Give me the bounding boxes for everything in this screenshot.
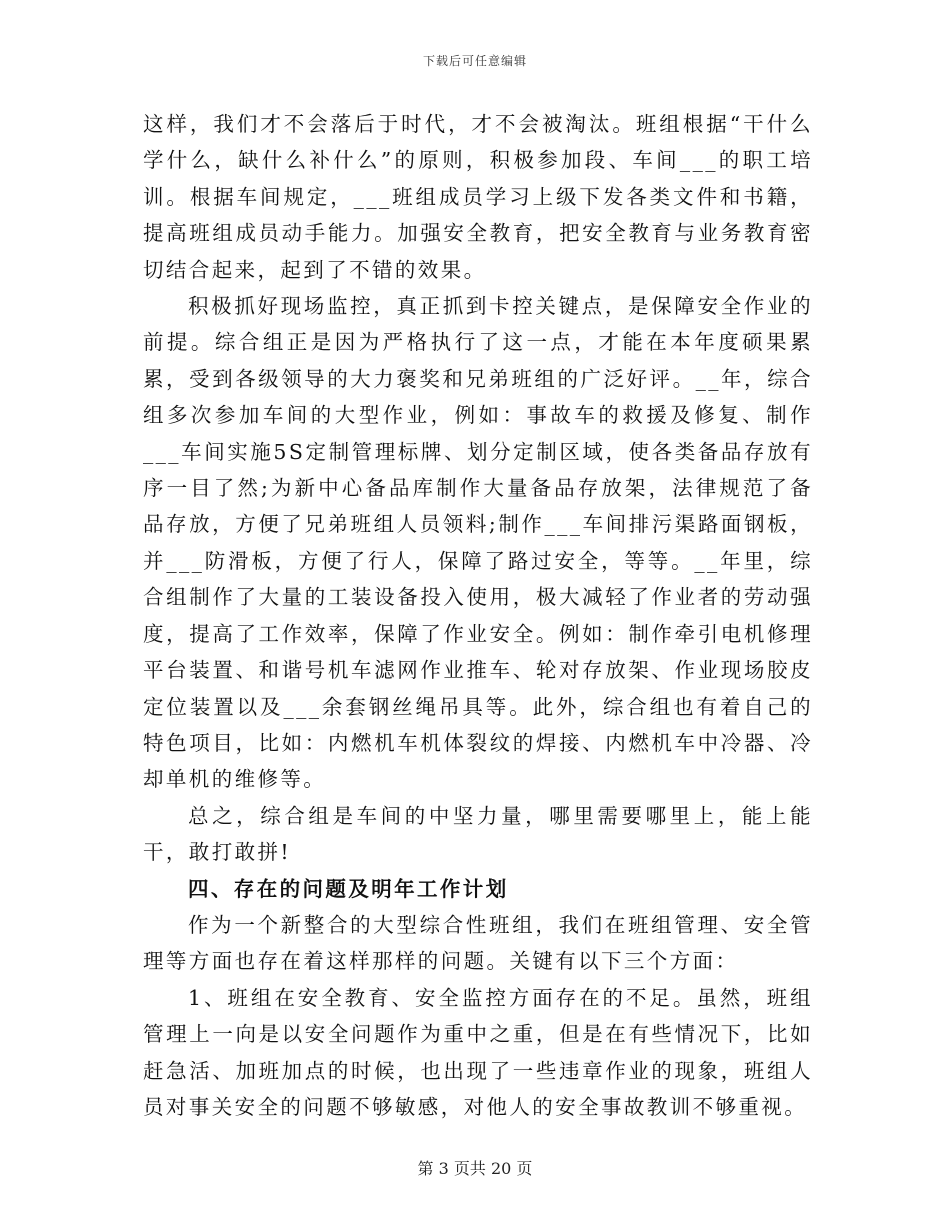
document-body [143,106,813,1125]
paragraph-problem-1: 1、班组在安全教育、安全监控方面存在的不足。虽然，班组管理上一向是以安全问题作为重中之重，但是在有些情况下，比如赶急活、加班加点的时候，也出现了一些违章作业的现象，班组人员对事关安全的问题不够敏感，对他人的安全事故教训不够重视。 [143,985,813,1119]
paragraph-continuation: 这样，我们才不会落后于时代，才不会被淘汰。班组根据“干什么学什么，缺什么补什么”的原则，积极参加段、车间___的职工培训。根据车间规定，___班组成员学习上级下发各类文件和书籍，提高班组成员动手能力。加强安全教育，把安全教育与业务教育密切结合起来，起到了不错的效果。 [143,112,813,282]
page-header: 下载后可任意编辑 [422,54,527,68]
paragraph-summary: 总之，综合组是车间的中坚力量，哪里需要哪里上，能上能干，敢打敢拼! [143,803,813,865]
paragraph-site-monitoring: 积极抓好现场监控，真正抓到卡控关键点，是保障安全作业的前提。综合组正是因为严格执行了这一点，才能在本年度硕果累累，受到各级领导的大力褒奖和兄弟班组的广泛好评。__年，综合组多次参加车间的大型作业，例如：事故车的救援及修复、制作___车间实施5S定制管理标牌、划分定制区域，使各类备品存放有序一目了然;为新中心备品库制作大量备品存放架，法律规范了备品存放，方便了兄弟班组人员领料;制作___车间排污渠路面钢板，并___防滑板，方便了行人，保障了路过安全，等等。__年里，综合组制作了大量的工装设备投入使用，极大减轻了作业者的劳动强度，提高了工作效率，保障了作业安全。例如：制作牵引电机修理平台装置、和谐号机车滤网作业推车、轮对存放架、作业现场胶皮定位装置以及___余套钢丝绳吊具等。此外，综合组也有着自己的特色项目，比如：内燃机车机体裂纹的焊接、内燃机车中冷器、冷却单机的维修等。 [143,294,813,792]
paragraph-problems-intro: 作为一个新整合的大型综合性班组，我们在班组管理、安全管理等方面也存在着这样那样的问题。关键有以下三个方面： [143,912,813,974]
page-number: 第 3 页共 20 页 [417,1159,533,1178]
section-heading: 四、存在的问题及明年工作计划 [188,876,509,901]
